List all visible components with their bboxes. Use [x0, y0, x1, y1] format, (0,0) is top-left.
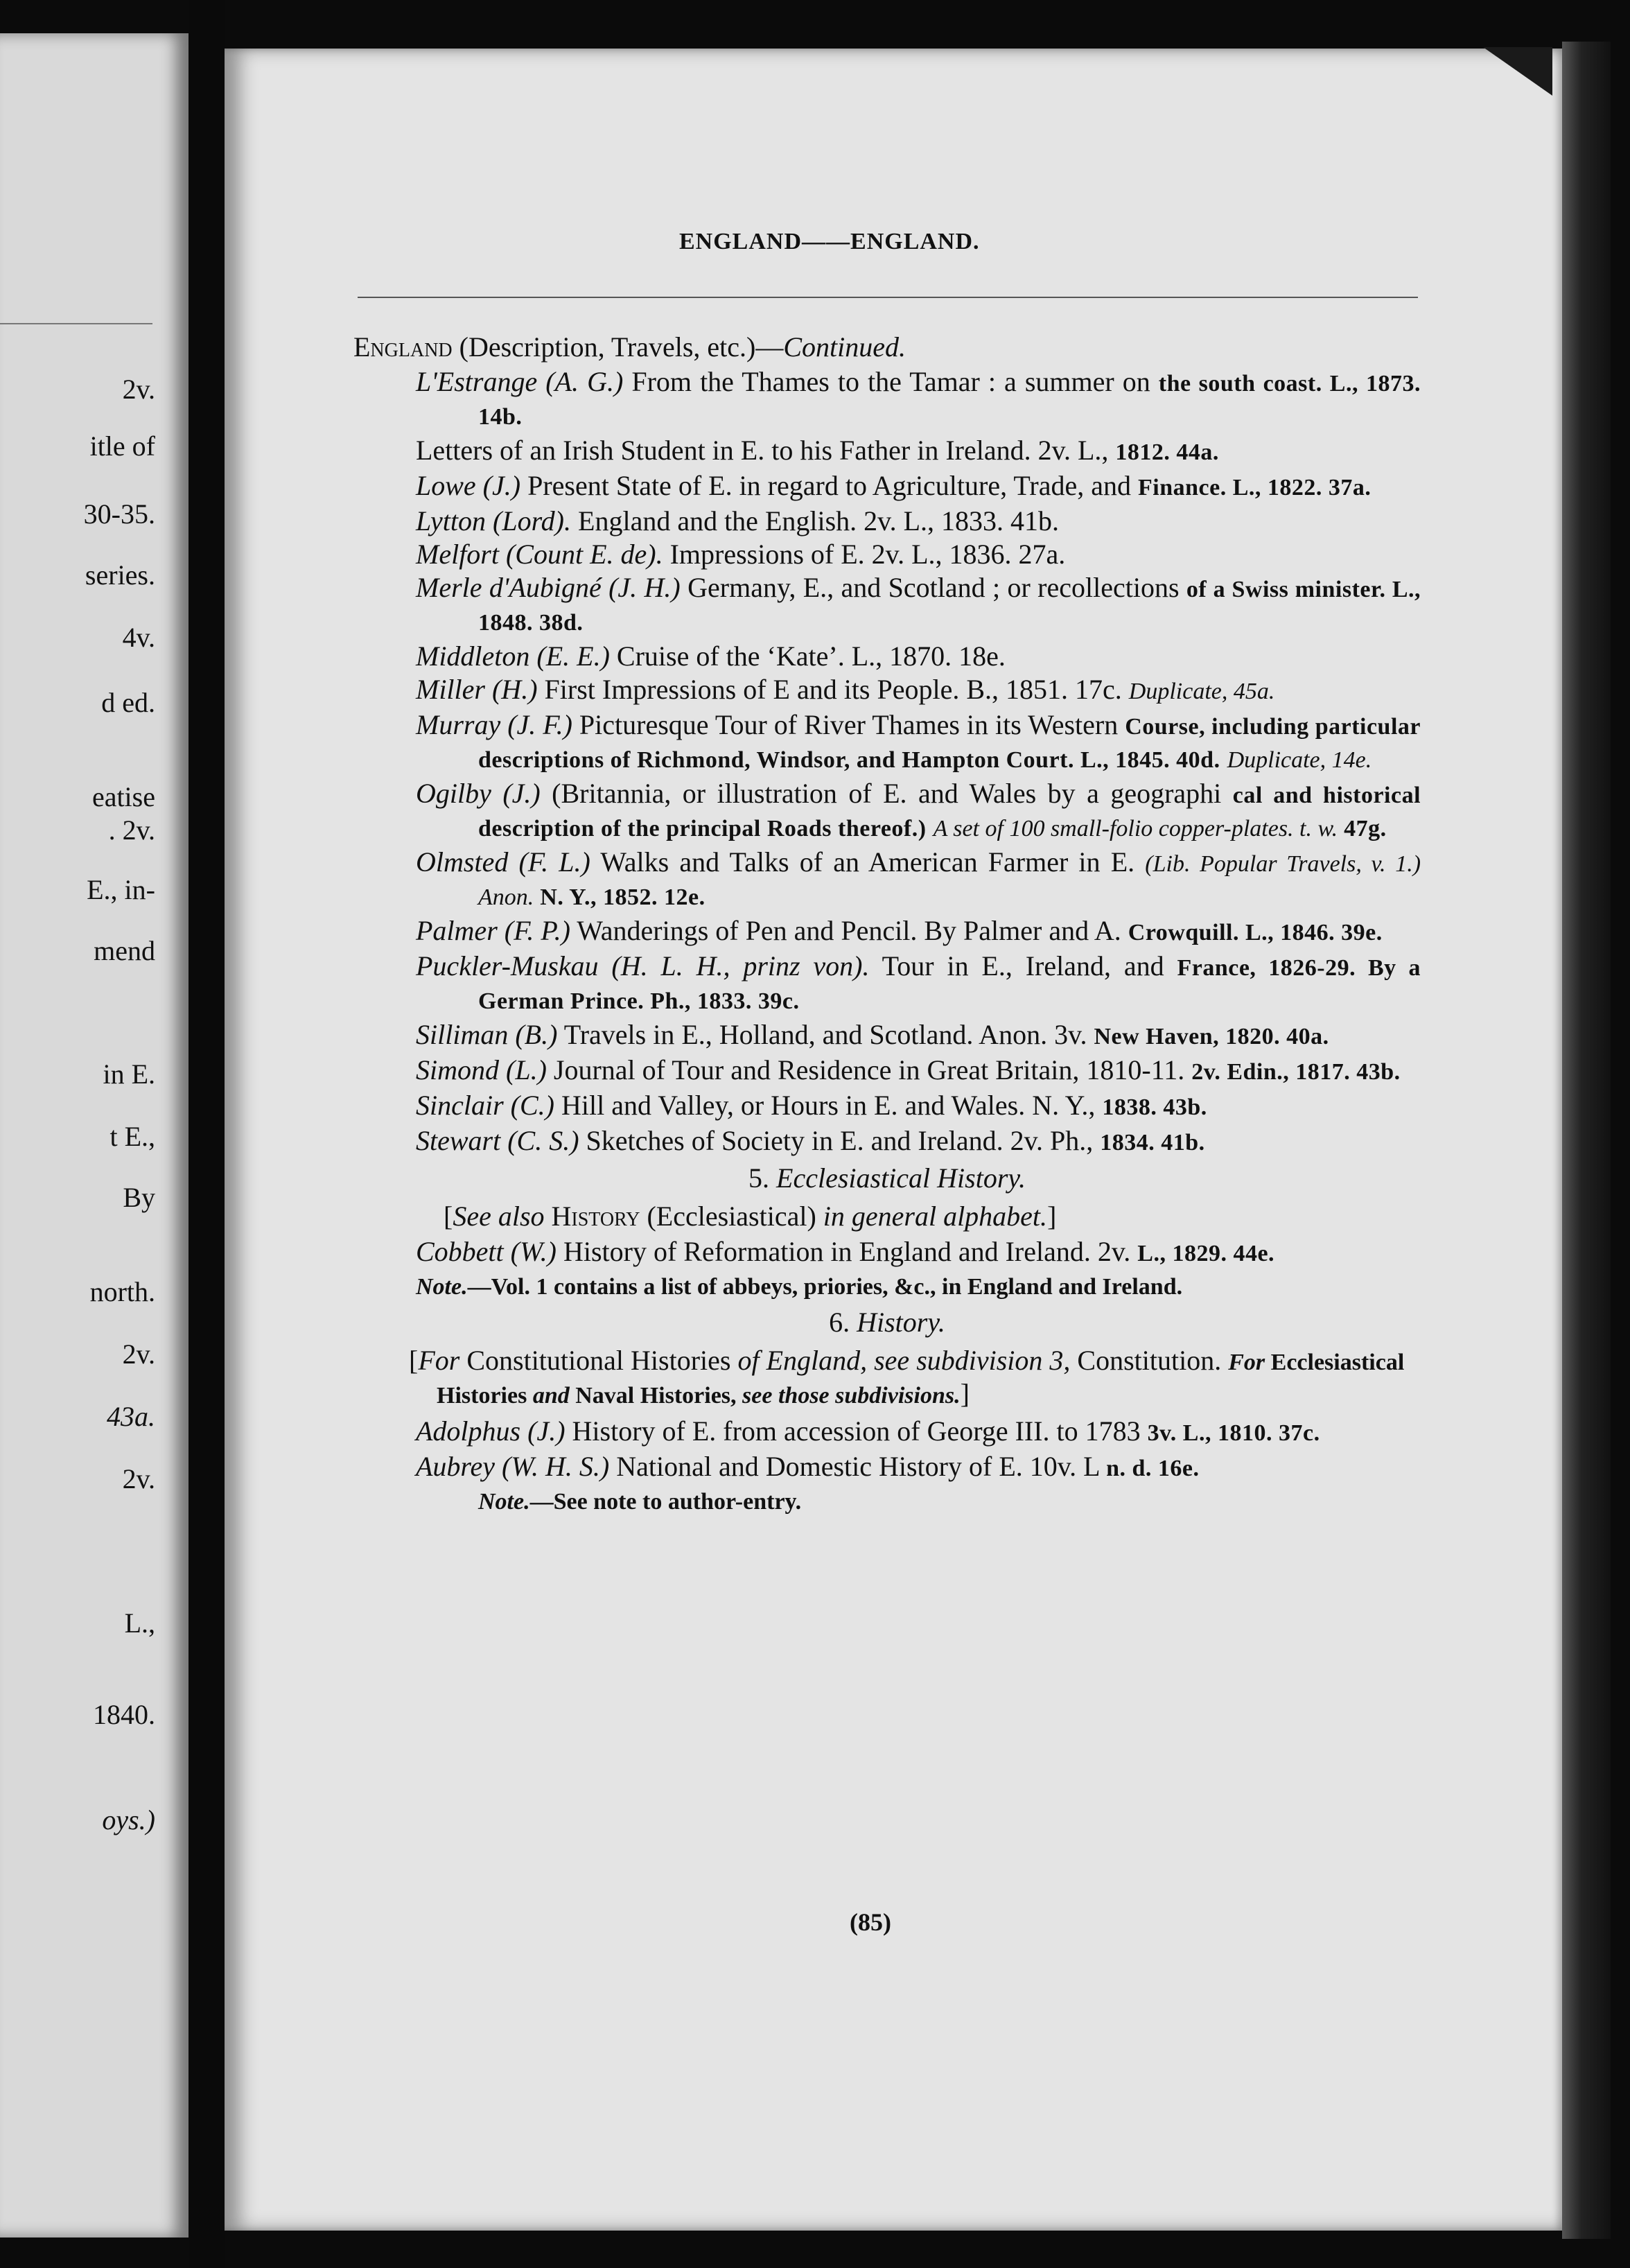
bibliography-entry — [416, 1415, 1421, 1449]
in-general-alphabet-text: in general alphabet. — [823, 1201, 1048, 1232]
note-text: —Vol. 1 contains a list of abbeys, priories, &c., in England and Ireland. — [467, 1274, 1183, 1300]
entry-author: Middleton (E. E.) — [416, 640, 610, 672]
bibliography-entry — [416, 366, 1421, 433]
entry-imprint: 1838. 43b. — [1102, 1094, 1207, 1120]
entry-imprint: Crowquill. L., 1846. 39e. — [1128, 920, 1383, 945]
bibliography-entry — [416, 1451, 1421, 1484]
cross-reference-history: [For Constitutional Histories of England, see subdivision 3, Constitution. For Ecclesiastical Histories and Naval Histories, see those subdivisions.] — [409, 1345, 1405, 1409]
note-text: —See note to author-entry. — [529, 1489, 802, 1515]
entry-author: Puckler-Muskau (H. L. H., prinz von). — [416, 950, 870, 982]
entry-imprint: 1812. 44a. — [1115, 439, 1219, 465]
bracket-close: ] — [1047, 1201, 1057, 1232]
left-page-line: d ed. — [101, 687, 155, 718]
entry-imprint: the south coast. L., 1873. 14b. — [478, 371, 1421, 430]
left-page-line: 2v. — [122, 374, 155, 405]
bibliography-entry — [416, 1125, 1421, 1158]
bibliography-entry — [416, 846, 1421, 913]
section-heading-rest: (Description, Travels, etc.)— — [452, 331, 784, 363]
entry-imprint-tail: N. Y., 1852. 12e. — [534, 884, 706, 910]
entry-imprint: cal and historical description of the principal Roads thereof.) — [478, 783, 1421, 841]
bibliography-entry — [416, 1054, 1421, 1088]
constitution-text: Constitution. — [1070, 1345, 1229, 1376]
entry-author: Miller (H.) — [416, 674, 538, 705]
entry-author: L'Estrange (A. G.) — [416, 366, 624, 397]
bibliography-entry — [416, 709, 1421, 776]
entry-title: First Impressions of E and its People. B., 1851. 17c. — [537, 674, 1122, 705]
left-page-line: 2v. — [122, 1338, 155, 1370]
entry-imprint: 3v. L., 1810. 37c. — [1147, 1420, 1320, 1446]
entry-author: Lowe (J.) — [416, 470, 521, 501]
bibliography-entry — [416, 778, 1421, 844]
corner-fold — [1483, 47, 1552, 96]
left-page-line: L., — [124, 1607, 155, 1639]
left-page-line: 43a. — [107, 1401, 155, 1432]
entry-note-italic: A set of 100 small-folio copper-plates. t. w. — [933, 816, 1338, 841]
note-label: Note. — [478, 1489, 530, 1515]
left-page-rule — [0, 323, 152, 324]
for-text: For — [418, 1345, 460, 1376]
entry-title: Cruise of the ‘Kate’. L., 1870. 18e. — [609, 640, 1006, 672]
entry-title: Wanderings of Pen and Pencil. By Palmer and A. — [570, 915, 1121, 946]
entry-title: Hill and Valley, or Hours in E. and Wales. N. Y., — [554, 1090, 1096, 1121]
entry-author: Melfort (Count E. de). — [416, 539, 663, 570]
page-number: (85) — [850, 1908, 891, 1936]
entry-title: Journal of Tour and Residence in Great Britain, 1810-11. — [546, 1054, 1185, 1085]
entry-title: Present State of E. in regard to Agriculture, Trade, and — [520, 470, 1131, 501]
entry-title: Germany, E., and Scotland ; or recollections — [680, 572, 1180, 603]
left-page-line: mend — [94, 935, 155, 966]
entry-imprint-tail: 47g. — [1338, 816, 1387, 841]
entry-title: National and Domestic History of E. 10v. L — [609, 1451, 1100, 1482]
subsection-label: History. — [857, 1307, 945, 1338]
entry-imprint: L., 1829. 44e. — [1137, 1241, 1275, 1266]
entry-title: History of E. from accession of George III. to 1783 — [565, 1415, 1141, 1447]
entry-author: Olmsted (F. L.) — [416, 846, 590, 878]
left-page-line: itle of — [89, 430, 155, 462]
entry-title: From the Thames to the Tamar : a summer on — [623, 366, 1150, 397]
left-page-line: . 2v. — [108, 814, 155, 846]
bibliography-entry — [416, 572, 1421, 638]
entry-note-italic: Duplicate, 45a. — [1128, 679, 1275, 704]
bibliography-entry — [416, 1090, 1421, 1123]
left-page-line: 4v. — [122, 622, 155, 653]
bibliography-entry — [416, 435, 1421, 468]
entry-cobbett — [416, 1236, 1421, 1269]
entry-imprint: 1834. 41b. — [1100, 1130, 1205, 1155]
left-page-line: eatise — [91, 781, 155, 812]
subsection-heading-history — [353, 1307, 1421, 1338]
entry-title: Letters of an Irish Student in E. to his Father in Ireland. 2v. L., — [416, 435, 1109, 466]
entries-group-description — [353, 366, 1421, 1158]
bibliography-entry — [416, 505, 1421, 537]
section-heading-label: England — [353, 331, 453, 363]
bibliography-entry — [416, 539, 1421, 570]
entry-title: Tour in E., Ireland, and — [869, 950, 1164, 982]
entry-author: Murray (J. F.) — [416, 709, 572, 740]
entry-note-italic: (Lib. Popular Travels, v. 1.) Anon. — [478, 851, 1421, 910]
constitutional-histories-text: Constitutional Histories — [459, 1345, 738, 1376]
bibliography-entry — [416, 470, 1421, 503]
entry-imprint: France, 1826-29. By a German Prince. Ph., 1833. 39c. — [478, 955, 1421, 1014]
entry-author: Lytton (Lord). — [416, 505, 572, 537]
ecclesiastical-histories-text: Ecclesiastical Histories — [437, 1350, 1405, 1408]
section-heading — [353, 331, 1421, 363]
and-text: and — [532, 1383, 570, 1408]
entry-imprint: 2v. Edin., 1817. 43b. — [1191, 1059, 1401, 1085]
entry-imprint: of a Swiss minister. L., 1848. 38d. — [478, 577, 1421, 636]
entry-title: (Britannia, or illustration of E. and Wales by a geographi — [540, 778, 1222, 809]
entry-author: Palmer (F. P.) — [416, 915, 570, 946]
entry-author: Stewart (C. S.) — [416, 1125, 579, 1156]
left-page-line: t E., — [109, 1121, 155, 1152]
page-body — [353, 331, 1421, 1520]
entry-author: Aubrey (W. H. S.) — [416, 1451, 610, 1482]
entry-title: England and the English. 2v. L., 1833. 41b. — [571, 505, 1059, 537]
entry-author: Adolphus (J.) — [416, 1415, 566, 1447]
entry-imprint: New Haven, 1820. 40a. — [1094, 1024, 1329, 1049]
left-page-line: oys.) — [102, 1804, 155, 1835]
running-head-rule — [358, 297, 1418, 298]
entry-author: Simond (L.) — [416, 1054, 547, 1085]
entry-imprint: n. d. 16e. — [1106, 1456, 1200, 1481]
see-subdivision-text: of England, see subdivision 3, — [737, 1345, 1071, 1376]
bracket-close: ] — [960, 1378, 970, 1409]
entry-title: Walks and Talks of an American Farmer in E. — [590, 846, 1135, 878]
entry-note-italic: Duplicate, 14e. — [1227, 747, 1372, 773]
left-page-line: By — [123, 1182, 155, 1213]
subsection-number: 5. — [748, 1162, 770, 1194]
subsection-heading-ecclesiastical — [353, 1162, 1421, 1194]
entry-author: Cobbett (W.) — [416, 1236, 557, 1267]
entry-title: Travels in E., Holland, and Scotland. Anon. 3v. — [557, 1019, 1087, 1050]
entry-imprint: Course, including particular descriptions of Richmond, Windsor, and Hampton Court. L., 1845. 40d. — [478, 714, 1421, 773]
for-text-2: For — [1228, 1350, 1265, 1375]
naval-histories-text: Naval Histories, — [569, 1383, 743, 1408]
see-also-text: See also — [453, 1201, 545, 1232]
note-cobbett — [416, 1271, 1421, 1302]
left-page-line: series. — [85, 559, 155, 591]
bibliography-entry — [416, 950, 1421, 1017]
cross-reference-ecclesiastical — [444, 1201, 1421, 1232]
entry-author: Ogilby (J.) — [416, 778, 541, 809]
entry-author: Sinclair (C.) — [416, 1090, 554, 1121]
history-text: History — [544, 1201, 640, 1232]
bracket-open: [ — [444, 1201, 453, 1232]
note-label: Note. — [416, 1274, 468, 1300]
entries-group-history — [353, 1415, 1421, 1484]
bibliography-entry — [416, 915, 1421, 948]
left-page-line: north. — [89, 1276, 155, 1307]
book-gutter — [189, 0, 225, 2268]
bibliography-entry — [416, 674, 1421, 707]
left-page-line: 30-35. — [83, 498, 155, 530]
bibliography-entry — [416, 1019, 1421, 1052]
entry-title: Sketches of Society in E. and Ireland. 2v. Ph., — [579, 1125, 1094, 1156]
page-edge — [1562, 42, 1611, 2239]
entry-title: Picturesque Tour of River Thames in its Western — [572, 709, 1119, 740]
left-page-line: in E. — [103, 1058, 155, 1090]
left-page-fragment — [0, 33, 189, 2238]
entry-title: History of Reformation in England and Ireland. 2v. — [556, 1236, 1131, 1267]
section-heading-continued: Continued. — [783, 331, 906, 363]
left-page-line: 1840. — [93, 1699, 155, 1730]
entry-author: Silliman (B.) — [416, 1019, 558, 1050]
bibliography-entry — [416, 640, 1421, 672]
left-page-line: E., in- — [87, 874, 155, 905]
subsection-label: Ecclesiastical History. — [776, 1162, 1026, 1194]
entry-title: Impressions of E. 2v. L., 1836. 27a. — [663, 539, 1066, 570]
left-page-line: 2v. — [122, 1463, 155, 1494]
see-those-subdivisions-text: see those subdivisions. — [742, 1383, 961, 1408]
subsection-number: 6. — [829, 1307, 850, 1338]
entry-imprint: Finance. L., 1822. 37a. — [1138, 475, 1372, 500]
ecclesiastical-text: (Ecclesiastical) — [640, 1201, 823, 1232]
note-aubrey — [478, 1486, 1421, 1517]
entry-author: Merle d'Aubigné (J. H.) — [416, 572, 681, 603]
running-head: ENGLAND——ENGLAND. — [679, 229, 980, 254]
